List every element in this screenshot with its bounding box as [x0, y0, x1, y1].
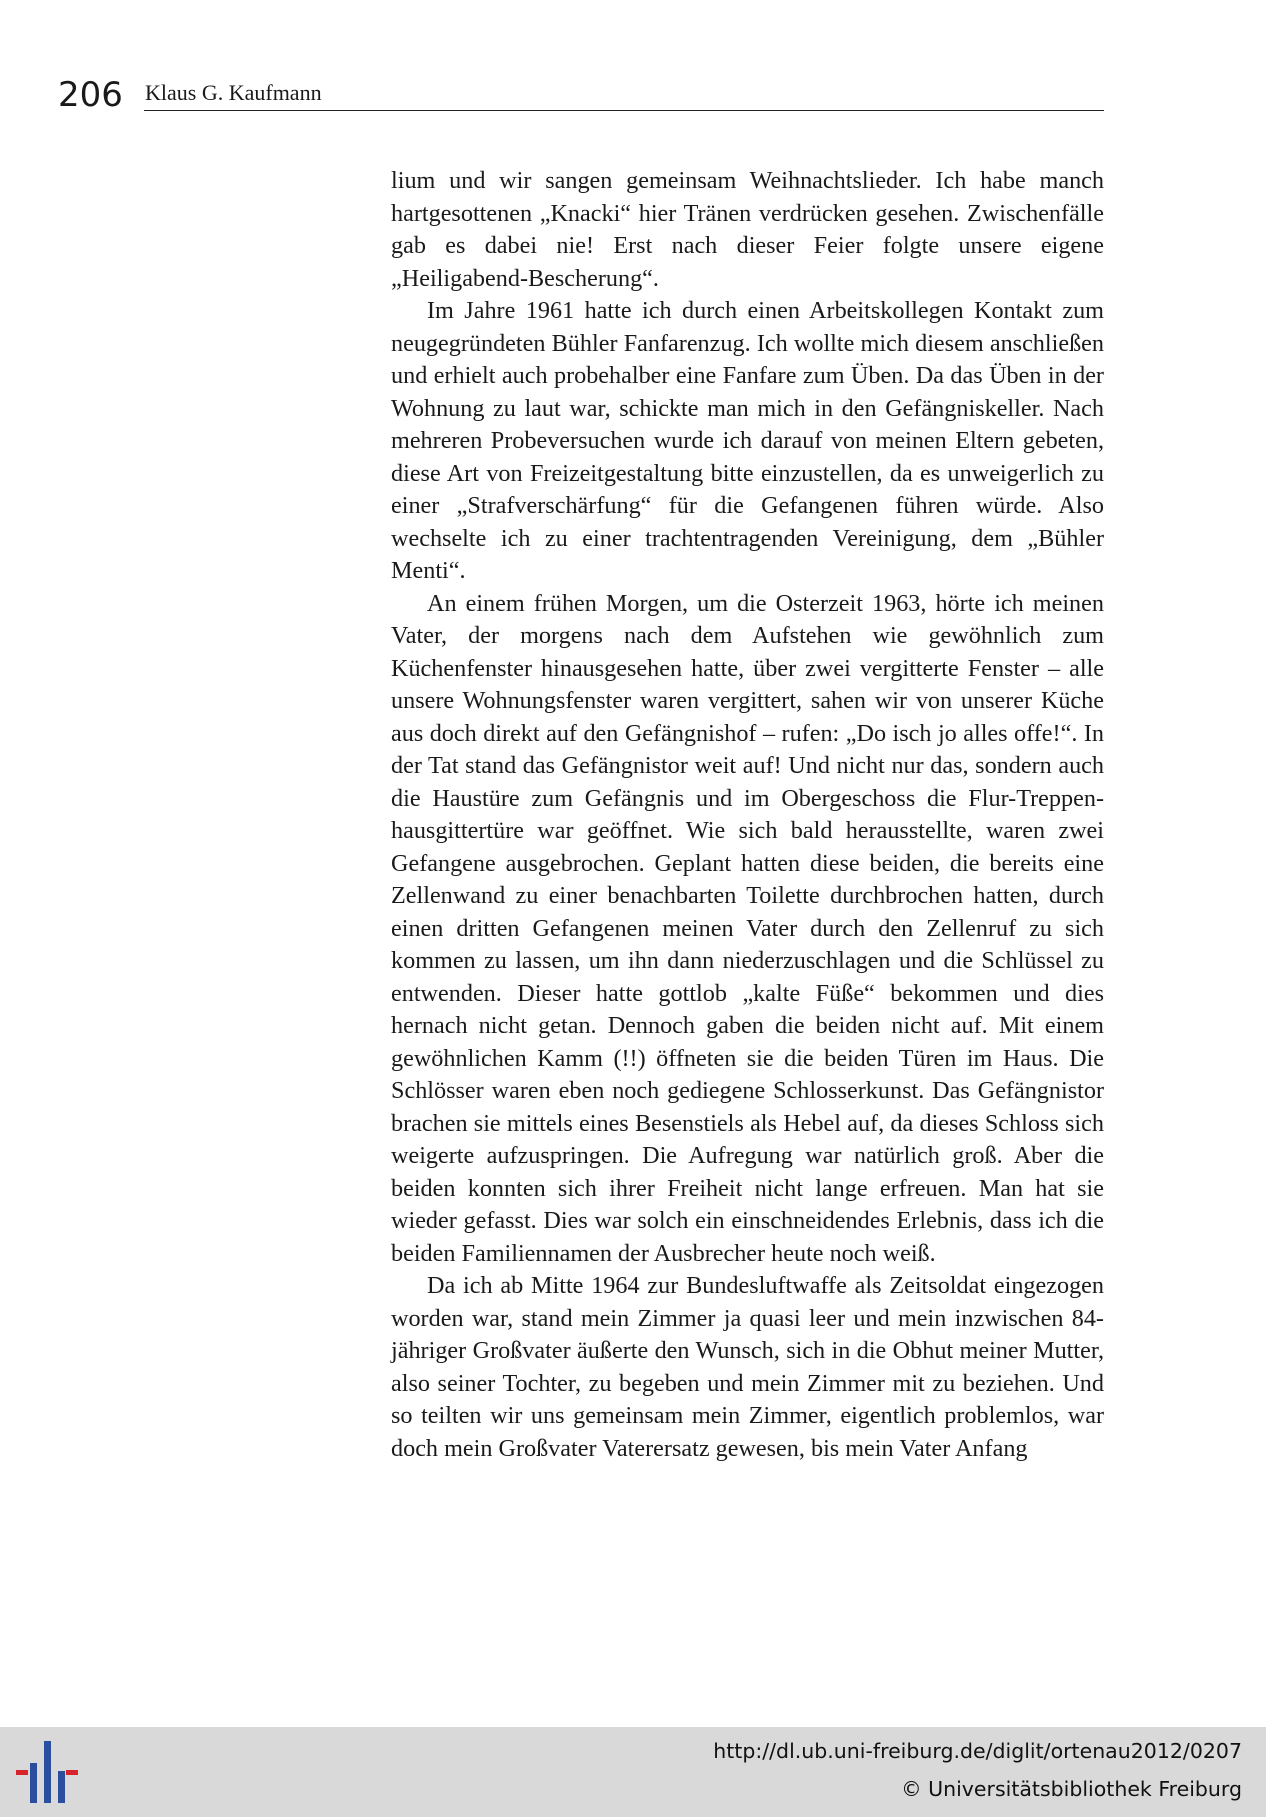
body-text [391, 165, 1104, 1465]
running-head: Klaus G. Kaufmann [145, 80, 322, 105]
paragraph: Da ich ab Mitte 1964 zur Bundesluftwaffe als Zeitsoldat eingezogen worden war, stand mein Zimmer ja quasi leer und mein inzwischen 84-jähriger Großvater äußerte den Wunsch, sich in die Obhut meiner Mutter, also seiner Tochter, zu begeben und mein Zimmer mit zu beziehen. Und so teilten wir uns gemeinsam mein Zimmer, eigentlich problemlos, war doch mein Großvater Vaterersatz gewesen, bis mein Vater Anfang [391, 1272, 1104, 1462]
paragraph: Im Jahre 1961 hatte ich durch einen Arbeitskollegen Kontakt zum neugegründeten Bühler Fanfarenzug. Ich wollte mich diesem anschließen und erhielt auch probehalber eine Fanfare zum Üben. Da das Üben in der Wohnung zu laut war, schickte man mich in den Gefängniskeller. Nach mehreren Probeversuchen wurde ich darauf von meinen Eltern gebeten, diese Art von Freizeitgestaltung bitte einzustellen, da es unweigerlich zu einer „Strafverschärfung“ für die Gefangenen führen würde. Also wechselte ich zu einer trachtentragenden Vereinigung, dem „Bühler Menti“. [391, 297, 1104, 584]
ub-freiburg-logo-icon [16, 1737, 78, 1807]
page-header [58, 70, 1104, 116]
paragraph: An einem frühen Morgen, um die Osterzeit 1963, hörte ich meinen Vater, der morgens nach dem Aufstehen wie gewöhnlich zum Küchenfenster hinausgesehen hatte, über zwei vergitterte Fenster – alle unsere Wohnungsfenster waren vergittert, sahen wir von unserer Küche aus doch direkt auf den Gefängnishof – rufen: „Do isch jo alles offe!“. In der Tat stand das Gefängnistor weit auf! Und nicht nur das, sondern auch die Haustüre zum Gefängnis und im Obergeschoss die Flur-Treppenhausgittertüre war geöffnet. Wie sich bald herausstellte, waren zwei Gefangene ausgebrochen. Geplant hatten diese beiden, die bereits eine Zellenwand zu einer benachbarten Toilette durchbrochen hatten, durch einen dritten Gefangenen meinen Vater durch den Zellenruf zu sich kommen zu lassen, um ihn dann niederzuschlagen und die Schlüssel zu entwenden. Dieser hatte gottlob „kalte Füße“ bekommen und dies hernach nicht getan. Dennoch gaben die beiden nicht auf. Mit einem gewöhnlichen Kamm (!!) öffneten sie die beiden Türen im Haus. Die Schlösser waren eben noch gediegene Schlosserkunst. Das Gefängnistor brachen sie mittels eines Besenstiels als Hebel auf, da dieses Schloss sich weigerte aufzuspringen. Die Aufregung war natürlich groß. Aber die beiden konnten sich ihrer Freiheit nicht lange erfreuen. Man hat sie wieder gefasst. Dies war solch ein einschneidendes Erlebnis, dass ich die beiden Familiennamen der Ausbrecher heute noch weiß. [391, 589, 1104, 1267]
footer-bar [0, 1727, 1266, 1817]
footer-url-link[interactable]: http://dl.ub.uni-freiburg.de/diglit/ortenau2012/0207 [713, 1739, 1242, 1763]
header-rule [144, 110, 1104, 111]
page-number: 206 [58, 75, 123, 115]
footer-copyright: © Universitätsbibliothek Freiburg [901, 1777, 1242, 1801]
paragraph: lium und wir sangen gemeinsam Weihnachtslieder. Ich habe manch hartgesottenen „Knacki“ hier Tränen verdrücken gesehen. Zwischenfälle gab es dabei nie! Erst nach dieser Feier folgte unsere eigene „Heiligabend-Bescherung“. [391, 167, 1104, 292]
